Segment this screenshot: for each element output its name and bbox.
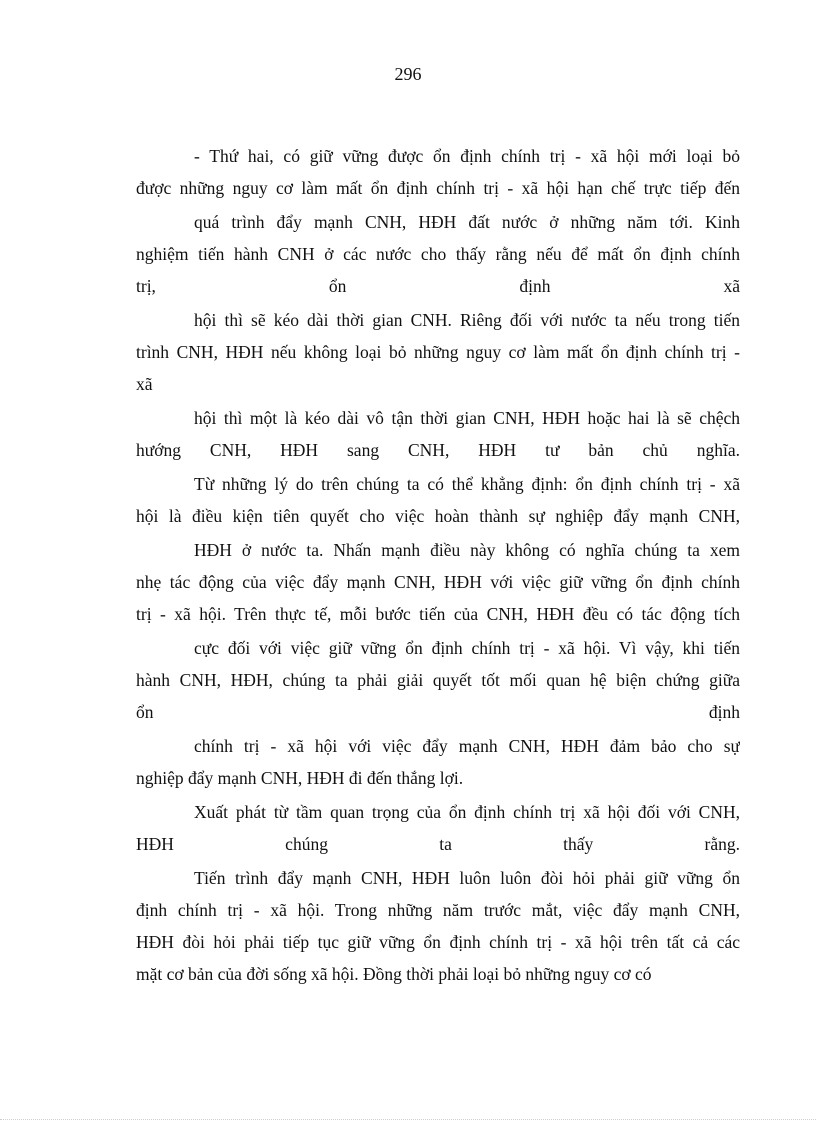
text-line: ổn định bbox=[136, 702, 740, 722]
text-line: cực đối với việc giữ vững ổn định chính trị - xã hội. Vì vậy, khi tiến bbox=[194, 638, 740, 658]
text-line: quá trình đẩy mạnh CNH, HĐH đất nước ở những năm tới. Kinh bbox=[194, 212, 740, 232]
text-line: HĐH ở nước ta. Nhấn mạnh điều này không có nghĩa chúng ta xem bbox=[194, 540, 740, 560]
text-line: được những nguy cơ làm mất ổn định chính trị - xã hội hạn chế trực tiếp đến bbox=[136, 178, 740, 198]
text-line: trị, ổn định xã bbox=[136, 276, 740, 296]
text-line: mặt cơ bản của đời sống xã hội. Đồng thời phải loại bỏ những nguy cơ có bbox=[136, 964, 652, 984]
text-line: nghiệm tiến hành CNH ở các nước cho thấy rằng nếu để mất ổn định chính bbox=[136, 244, 740, 264]
page-bottom-border bbox=[0, 1119, 816, 1120]
text-line: trình CNH, HĐH nếu không loại bỏ những nguy cơ làm mất ổn định chính trị - bbox=[136, 342, 740, 362]
text-line: Xuất phát từ tầm quan trọng của ổn định chính trị xã hội đối với CNH, bbox=[194, 802, 740, 822]
text-line: HĐH đòi hỏi phải tiếp tục giữ vững ổn định chính trị - xã hội trên tất cả các bbox=[136, 932, 740, 952]
text-line: hội thì một là kéo dài vô tận thời gian CNH, HĐH hoặc hai là sẽ chệch bbox=[194, 408, 740, 428]
page-number: 296 bbox=[394, 64, 422, 84]
text-line: nhẹ tác động của việc đẩy mạnh CNH, HĐH với việc giữ vững ổn định chính bbox=[136, 572, 740, 592]
text-line: nghiệp đẩy mạnh CNH, HĐH đi đến thắng lợi. bbox=[136, 768, 464, 788]
text-line: định chính trị - xã hội. Trong những năm trước mắt, việc đẩy mạnh CNH, bbox=[136, 900, 740, 920]
text-line: hành CNH, HĐH, chúng ta phải giải quyết tốt mối quan hệ biện chứng giữa bbox=[136, 670, 740, 690]
text-line: - Thứ hai, có giữ vững được ổn định chính trị - xã hội mới loại bỏ bbox=[194, 146, 740, 166]
text-line: chính trị - xã hội với việc đẩy mạnh CNH, HĐH đảm bảo cho sự bbox=[194, 736, 740, 756]
text-line: HĐH chúng ta thấy rằng. bbox=[136, 834, 740, 854]
text-line: hướng CNH, HĐH sang CNH, HĐH tư bản chủ nghĩa. bbox=[136, 440, 740, 460]
text-line: Tiến trình đẩy mạnh CNH, HĐH luôn luôn đòi hỏi phải giữ vững ổn bbox=[194, 868, 740, 888]
text-line: hội thì sẽ kéo dài thời gian CNH. Riêng đối với nước ta nếu trong tiến bbox=[194, 310, 740, 330]
text-line: trị - xã hội. Trên thực tế, mỗi bước tiến của CNH, HĐH đều có tác động tích bbox=[136, 604, 740, 624]
text-line: hội là điều kiện tiên quyết cho việc hoàn thành sự nghiệp đẩy mạnh CNH, bbox=[136, 506, 740, 526]
text-line: xã bbox=[136, 374, 153, 394]
body-text bbox=[136, 140, 740, 990]
text-line: Từ những lý do trên chúng ta có thể khẳng định: ổn định chính trị - xã bbox=[194, 474, 740, 494]
